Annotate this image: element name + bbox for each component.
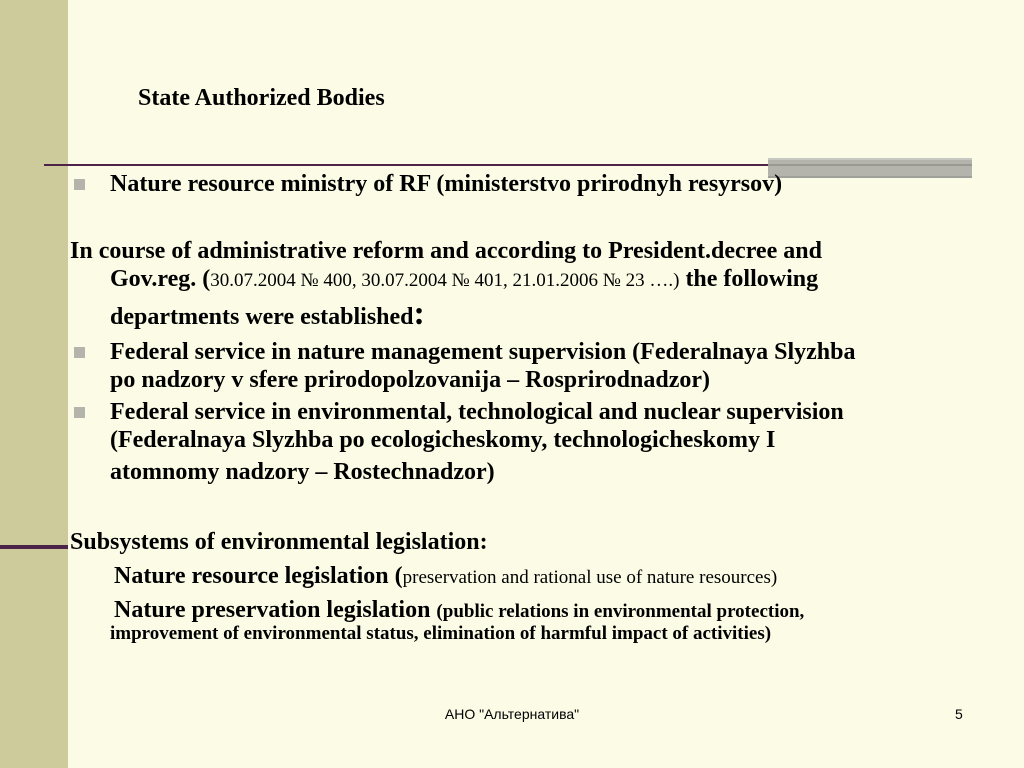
reform-gov-reg: Gov.reg. ( xyxy=(110,266,211,292)
reform-line-3 xyxy=(110,295,425,332)
bullet-text-line-1: Federal service in nature management supervision (Federalnaya Slyzhba xyxy=(110,339,856,365)
bullet-text-line-1: Federal service in environmental, technological and nuclear supervision xyxy=(110,399,844,425)
reform-established: departments were established xyxy=(110,304,414,330)
bullet-square-icon xyxy=(74,179,85,190)
decorative-grey-bar-line xyxy=(768,164,972,166)
bullet-text-line-3: atomnomy nadzory – Rostechnadzor) xyxy=(110,459,495,485)
side-accent-line xyxy=(0,545,68,549)
reform-line-1: In course of administrative reform and according to President.decree and xyxy=(70,238,822,264)
reform-dates: 30.07.2004 № 400, 30.07.2004 № 401, 21.01.2006 № 23 ….) xyxy=(210,270,680,291)
subsystem-item-detail: preservation and rational use of nature resources) xyxy=(402,567,778,588)
bullet-square-icon xyxy=(74,407,85,418)
subsystem-item-title: Nature preservation legislation xyxy=(114,597,437,623)
bullet-text: Nature resource ministry of RF (ministerstvo prirodnyh resyrsov) xyxy=(110,171,783,197)
subsystems-heading: Subsystems of environmental legislation: xyxy=(70,529,488,555)
footer-organization: АНО "Альтернатива" xyxy=(444,706,580,722)
reform-line-2 xyxy=(110,265,818,295)
bullet-square-icon xyxy=(74,347,85,358)
footer-page-number: 5 xyxy=(955,706,963,722)
subsystem-item-detail: (public relations in environmental protection, xyxy=(436,601,805,622)
bullet-text-line-2: (Federalnaya Slyzhba po ecologicheskomy, technologicheskomy I xyxy=(110,427,776,453)
reform-following: the following xyxy=(679,266,819,292)
subsystem-item-title: Nature resource legislation ( xyxy=(114,563,403,589)
subsystem-item-nature-resource xyxy=(114,562,777,592)
side-band xyxy=(0,0,68,768)
decorative-grey-bar xyxy=(768,158,972,178)
subsystem-item-detail-line-2: improvement of environmental status, elimination of harmful impact of activities) xyxy=(110,623,772,644)
slide-title: State Authorized Bodies xyxy=(138,85,385,111)
reform-colon: : xyxy=(413,295,425,332)
bullet-text-line-2: po nadzory v sfere prirodopolzovanija – Rosprirodnadzor) xyxy=(110,367,711,393)
